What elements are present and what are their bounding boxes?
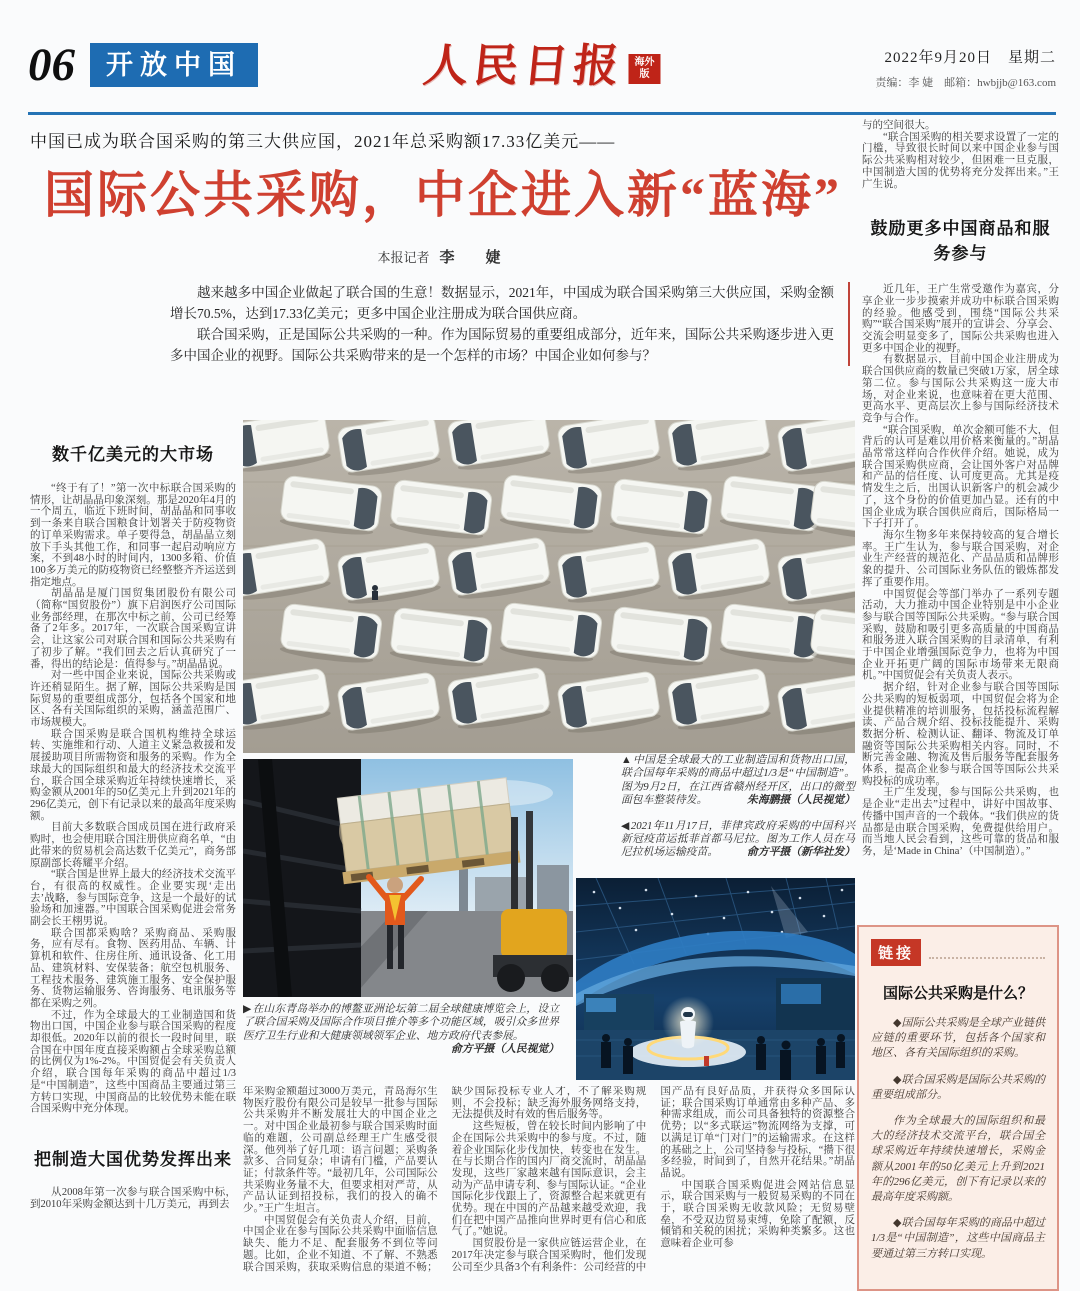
paragraph: 联合国采购是联合国机构维持全球运转、实施维和行动、人道主义紧急救援和发展援助项目所需物资和服务的采购。作为全球最大的国际组织和最大的经济技术交流平台，联合国全球采购近年持续快速增长，采购金额从2001年的50亿美元上升到2021年的296亿美元，创下有记录以来的最高年度采购额。 bbox=[30, 728, 236, 822]
paragraph: 王广生发现，参与国际公共采购，也是企业“走出去”过程中，讲好中国故事、传播中国声音的一个载体。“我们供应的货品都是由联合国采购，免费提供给用户。而当地人民会看到，这些可靠的货品和服务，是‘Made in China’（中国制造）。” bbox=[862, 787, 1059, 857]
caption-text: 中国是全球最大的工业制造国和货物出口国，联合国每年采购的商品中超过1/3是“中国制造”。图为9月2日，在江西省赣州经开区，出口的微型面包车整装待发。 bbox=[621, 754, 856, 807]
section-label: 开放中国 bbox=[106, 50, 242, 80]
paragraph: 胡晶晶是厦门国贸集团股份有限公司（简称“国贸股份”）旗下启润医疗公司国际业务部经理，在那次中标之前，公司已经筹备了2年多。2017年，一次联合国采购宣讲会，让这家公司对联合国和国际公共采购有了初步了解。“我们回去之后认真研究了一番，得出的结论是：值得参与。”胡晶晶说。 bbox=[30, 588, 236, 670]
paragraph: 国贸股份是一家供应链运营企业，在2017年决定参与联合国采购时，他们发现公司至少具备3个有利条件：公司经营的中国产品有良好品质，并获得众多国际认证；联合国采购订单通常由多种产品、多种需求组成，而公司具备独特的资源整合优势；以“多式联运”物流网络为支撑，可以满足订单“门对门”的运输需求。在这样的基础之上，公司坚持参与投标，“攒下很多经验，时间到了，自然开花结果。”胡晶晶说。 bbox=[451, 1086, 855, 1273]
worker-figure bbox=[372, 585, 378, 600]
section-badge bbox=[90, 43, 258, 87]
caption-marker-right-icon: ▶ bbox=[243, 1003, 252, 1015]
paragraph: 这些短板，曾在较长时间内影响了中企在国际公共采购中的参与度。不过，随着企业国际化步伐加快，转变也在发生。在与长期合作的国内厂商交流时，胡晶晶发现，这些厂家越来越有国际意识，会主动为产品申请专利、参与国际认证。“企业国际化步伐跟上了，资源整合起来就更有优势。现在中国的产品越来越受欢迎，我们在把中国产品推向世界时更有信心和底气了。”她说。 bbox=[451, 1121, 647, 1238]
lede-paragraph: 联合国采购，正是国际公共采购的一种。作为国际贸易的重要组成部分，近年来，国际公共采购逐步进入更多中国企业的视野。国际公共采购带来的是一个怎样的市场？中国企业如何参与？ bbox=[170, 327, 834, 363]
caption-marker-up-icon: ▲ bbox=[621, 754, 633, 766]
linkbox-item-continued: 作为全球最大的国际组织和最大的经济技术交流平台，联合国全球采购近年持续快速增长，采购金额从2001年的50亿美元上升到2021年的296亿美元，创下有记录以来的最高年度采购额。 bbox=[871, 1115, 1045, 1204]
paragraph: 据介绍，针对企业参与联合国等国际公共采购的短板弱项，中国贸促会将为企业提供精准的培训服务，包括投标流程解读、产品合规介绍、投标技能提升、采购数据分析、检测认证、翻译、物流及订单融资等国际公共采购相关内容。同时，不断完善金融、物流及售后服务等配套服务体系，提高企业参与联合国等国际公共采购投标的成功率。 bbox=[862, 682, 1059, 787]
photo-credit: 俞方平摄（新华社发） bbox=[747, 846, 855, 859]
linkbox-title: 国际公共采购是什么？ bbox=[882, 985, 1033, 1002]
byline-label: 本报记者 bbox=[377, 250, 430, 265]
paragraph: 年采购金额超过3000万美元，青岛海尔生物医疗股份有限公司是较早一批参与国际公共采购并不断发展壮大的中国企业之一。对中国企业最初参与联合国采购时面临的难题，公司副总经理王广生感受很深。他列举了好几项：语言问题；采购条款多、合同复杂；申请有门槛，产品要认证；付款条件等。“最初几年，公司国际公共采购业务量不大，但要求相对严苛，从产品认证到招投标，我们的投入的确不少。”王广生坦言。 bbox=[243, 1086, 438, 1215]
byline-name: 李 婕 bbox=[439, 250, 509, 266]
paragraph: 从2008年第一次参与联合国采购中标，到2010年采购金额达到十几万美元，再到去 bbox=[30, 1186, 236, 1210]
editor-line: 责编：李 婕 邮箱：hwbjjb@163.com bbox=[875, 77, 1056, 89]
paragraph: 中国贸促会有关负责人介绍，目前，中国企业在参与国际公共采购中面临信息缺失、能力不足、配套服务不到位等问题。比如，企业不知道、不了解、不熟悉联合国采购，获取采购信息的渠道不畅；缺少国际投标专业人才，不了解采购规则，不会投标；缺乏海外服务网络支持，无法提供及时有效的售后服务等。 bbox=[243, 1086, 647, 1273]
expo-booth-photo bbox=[576, 878, 855, 1080]
date-line: 2022年9月20日 星期二 bbox=[884, 50, 1056, 66]
paragraph: “联合国采购，单次金额可能不大，但背后的认可是难以用价格来衡量的。”胡晶晶常常这样向合作伙伴介绍。她说，成为联合国采购供应商，会让国外客户对品牌和产品的信任度、认可度更高。尤其是疫情发生之后，出国认识新客户的机会减少了，这个身份的价值更加凸显。还有的中国企业成为联合国供应商后，国际格局一下子打开了。 bbox=[862, 424, 1059, 530]
section-heading-advantage: 把制造大国优势发挥出来 bbox=[34, 1149, 232, 1169]
link-label-badge: 链接 bbox=[871, 939, 921, 966]
article-header bbox=[30, 127, 856, 366]
forklift-loading-photo bbox=[243, 759, 573, 997]
paragraph: 对一些中国企业来说，国际公共采购或许还稍显陌生。据了解，国际公共采购是国际贸易的重要组成部分，包括各个国家和地区、各有关国际组织的采购，涵盖范围广、市场规模大。 bbox=[30, 670, 236, 729]
linkbox-item: ◆联合国每年采购的商品中超过1/3是“中国制造”，这些中国商品主要通过第三方转口实现。 bbox=[871, 1217, 1045, 1260]
white-robot bbox=[680, 1007, 696, 1048]
date-block bbox=[875, 46, 1056, 90]
caption-text: 2021年11月17日，菲律宾政府采购的中国科兴新冠疫苗运抵菲首都马尼拉。图为工作人员在马尼拉机场运输疫苗。 bbox=[621, 819, 855, 859]
page-header bbox=[28, 36, 1056, 106]
photo-caption-vans bbox=[621, 754, 855, 808]
byline bbox=[30, 246, 856, 267]
photo-caption-expo bbox=[243, 1003, 559, 1057]
paragraph: “联合国是世界上最大的经济技术交流平台，有很高的权威性。企业要实现‘走出去’战略，参与国际竞争，这是一个最好的试验场和加速器。”中国联合国采购促进会常务副会长王栩男说。 bbox=[30, 869, 236, 928]
photo-credit: 俞方平摄（人民视觉） bbox=[451, 1043, 559, 1056]
paragraph: “联合国采购的相关要求设置了一定的门槛，导致很长时间以来中国企业参与国际公共采购相对较少，但困难一旦克服，中国制造大国的优势将充分发挥出来。”王广生说。 bbox=[862, 131, 1059, 190]
linkbox-item: ◆国际公共采购是全球产业链供应链的重要环节，包括各个国家和地区、各有关国际组织的采购。 bbox=[871, 1017, 1045, 1060]
vans-aerial-photo bbox=[243, 420, 855, 753]
paragraph: 目前大多数联合国成员国在进行政府采购时，也会使用联合国注册供应商名单，“由此带来的贸易机会高达数千亿美元”，商务部原副部长蒋耀平介绍。 bbox=[30, 822, 236, 869]
masthead bbox=[420, 36, 660, 96]
photo-block bbox=[243, 420, 855, 1082]
paragraph: 近几年，王广生常受邀作为嘉宾，分享企业一步步摸索并成功中标联合国采购的经验。他感受到，围绕“国际公共采购”“联合国采购”展开的宣讲会、分享会、交流会明显变多了，国际公共采购也进入更多中国企业的视野。 bbox=[862, 284, 1059, 354]
section-heading-market: 数千亿美元的大市场 bbox=[52, 445, 214, 464]
paragraph: 海尔生物多年来保持较高的复合增长率。王广生认为，参与联合国采购，对企业生产经营的规范化、产品品质和品牌形象的提升、公司国际业务队伍的锻炼都发挥了重要作用。 bbox=[862, 529, 1059, 588]
linkbox-item: ◆联合国采购是国际公共采购的重要组成部分。 bbox=[871, 1073, 1045, 1101]
caption-text: 在山东青岛举办的博鳌亚洲论坛第二届全球健康博览会上，设立了联合国采购及国际合作项目推介等多个功能区域，吸引众多世界医疗卫生行业和大健康领域领军企业、地方政府代表参展。 bbox=[243, 1003, 559, 1042]
body-columns bbox=[243, 1086, 855, 1288]
page-number: 06 bbox=[28, 39, 75, 91]
dotted-rule bbox=[929, 957, 1045, 959]
lede-paragraph: 越来越多中国企业做起了联合国的生意！数据显示，2021年，中国成为联合国采购第三大供应国，采购金额增长70.5%，达到17.33亿美元；更多中国企业注册成为联合国供应商。 bbox=[170, 285, 834, 321]
header-divider bbox=[28, 112, 1056, 115]
paragraph: 有数据显示，目前中国企业注册成为联合国供应商的数量已突破1万家，居全球第二位。参与国际公共采购这一庞大市场，对企业来说，也意味着在更大范围、更高水平、更高层次上参与国际经济技术竞争与合作。 bbox=[862, 354, 1059, 424]
paragraph: 不过，作为全球最大的工业制造国和货物出口国，中国企业参与联合国采购的程度却很低。2020年以前的很长一段时间里，联合国在中国年度直接采购额占全球采购总额的比例仅为1%-2%。中国贸促会有关负责人介绍，联合国每年采购的商品中超过1/3是“中国制造”，这些中国商品主要通过第三方转口实现，中国商品的比较优势未能在联合国采购中充分体现。 bbox=[30, 1009, 236, 1115]
paragraph: 中国贸促会等部门举办了一系列专题活动，大力推动中国企业特别是中小企业参与联合国等国际公共采购。“参与联合国采购，鼓励和吸引更多高质量的中国商品和服务进入联合国采购的目录清单，有利于中国企业增强国际竞争力，也将为中国企业开拓更广阔的国际市场带来无限商机。”中国贸促会有关负责人表示。 bbox=[862, 588, 1059, 682]
column-right bbox=[862, 120, 1059, 1291]
caption-marker-left-icon: ◀ bbox=[621, 819, 630, 832]
masthead-title: 人民日报 bbox=[420, 41, 627, 91]
lede bbox=[170, 282, 850, 366]
photo-caption-vaccine bbox=[621, 820, 855, 860]
paragraph: 联合国都采购啥？采购商品、采购服务，应有尽有。食物、医药用品、车辆、计算机和软件、住房住所、通讯设备、化工用品、建筑材料、安保装备；航空包机服务、工程技术服务、建筑施工服务、安全保护服务、货物运输服务、咨询服务、电讯服务等都在采购之列。 bbox=[30, 927, 236, 1009]
headline: 国际公共采购，中企进入新“蓝海” bbox=[44, 167, 842, 223]
column-left bbox=[30, 420, 236, 1291]
photo-credit: 朱海鹏摄（人民视觉） bbox=[747, 794, 855, 807]
paragraph: 中国联合国采购促进会网站信息显示，联合国采购与一般贸易采购的不同在于，联合国采购无收款风险；无贸易壁垒，不受双边贸易束缚，免除了配额，反倾销和关税的困扰；采购种类繁多。这也意味着企业可参 bbox=[660, 1179, 855, 1250]
paragraph: 与的空间很大。 bbox=[862, 120, 936, 131]
header-left bbox=[28, 36, 258, 94]
link-box bbox=[857, 925, 1059, 1291]
kicker: 中国已成为联合国采购的第三大供应国，2021年总采购额17.33亿美元—— bbox=[30, 132, 616, 151]
linkbox-header bbox=[871, 939, 1045, 966]
section-heading-encourage: 鼓励更多中国商品和服务参与 bbox=[870, 219, 1051, 264]
edition-badge: 海外版 bbox=[629, 54, 661, 84]
paragraph: “终于有了！”第一次中标联合国采购的情形，让胡晶晶印象深刻。那是2020年4月的一个周五，临近下班时间，胡晶晶和同事收到一条来自联合国粮食计划署关于防疫物资的订单采购需求。单子要得急，胡晶晶立刻放下手头其他工作，和同事一起启动响应方案，不到48小时的时间内，1300多箱、价值100多万美元的防疫物资已经整整齐齐运送到指定地点。 bbox=[30, 483, 236, 588]
caption-stack bbox=[621, 754, 855, 860]
